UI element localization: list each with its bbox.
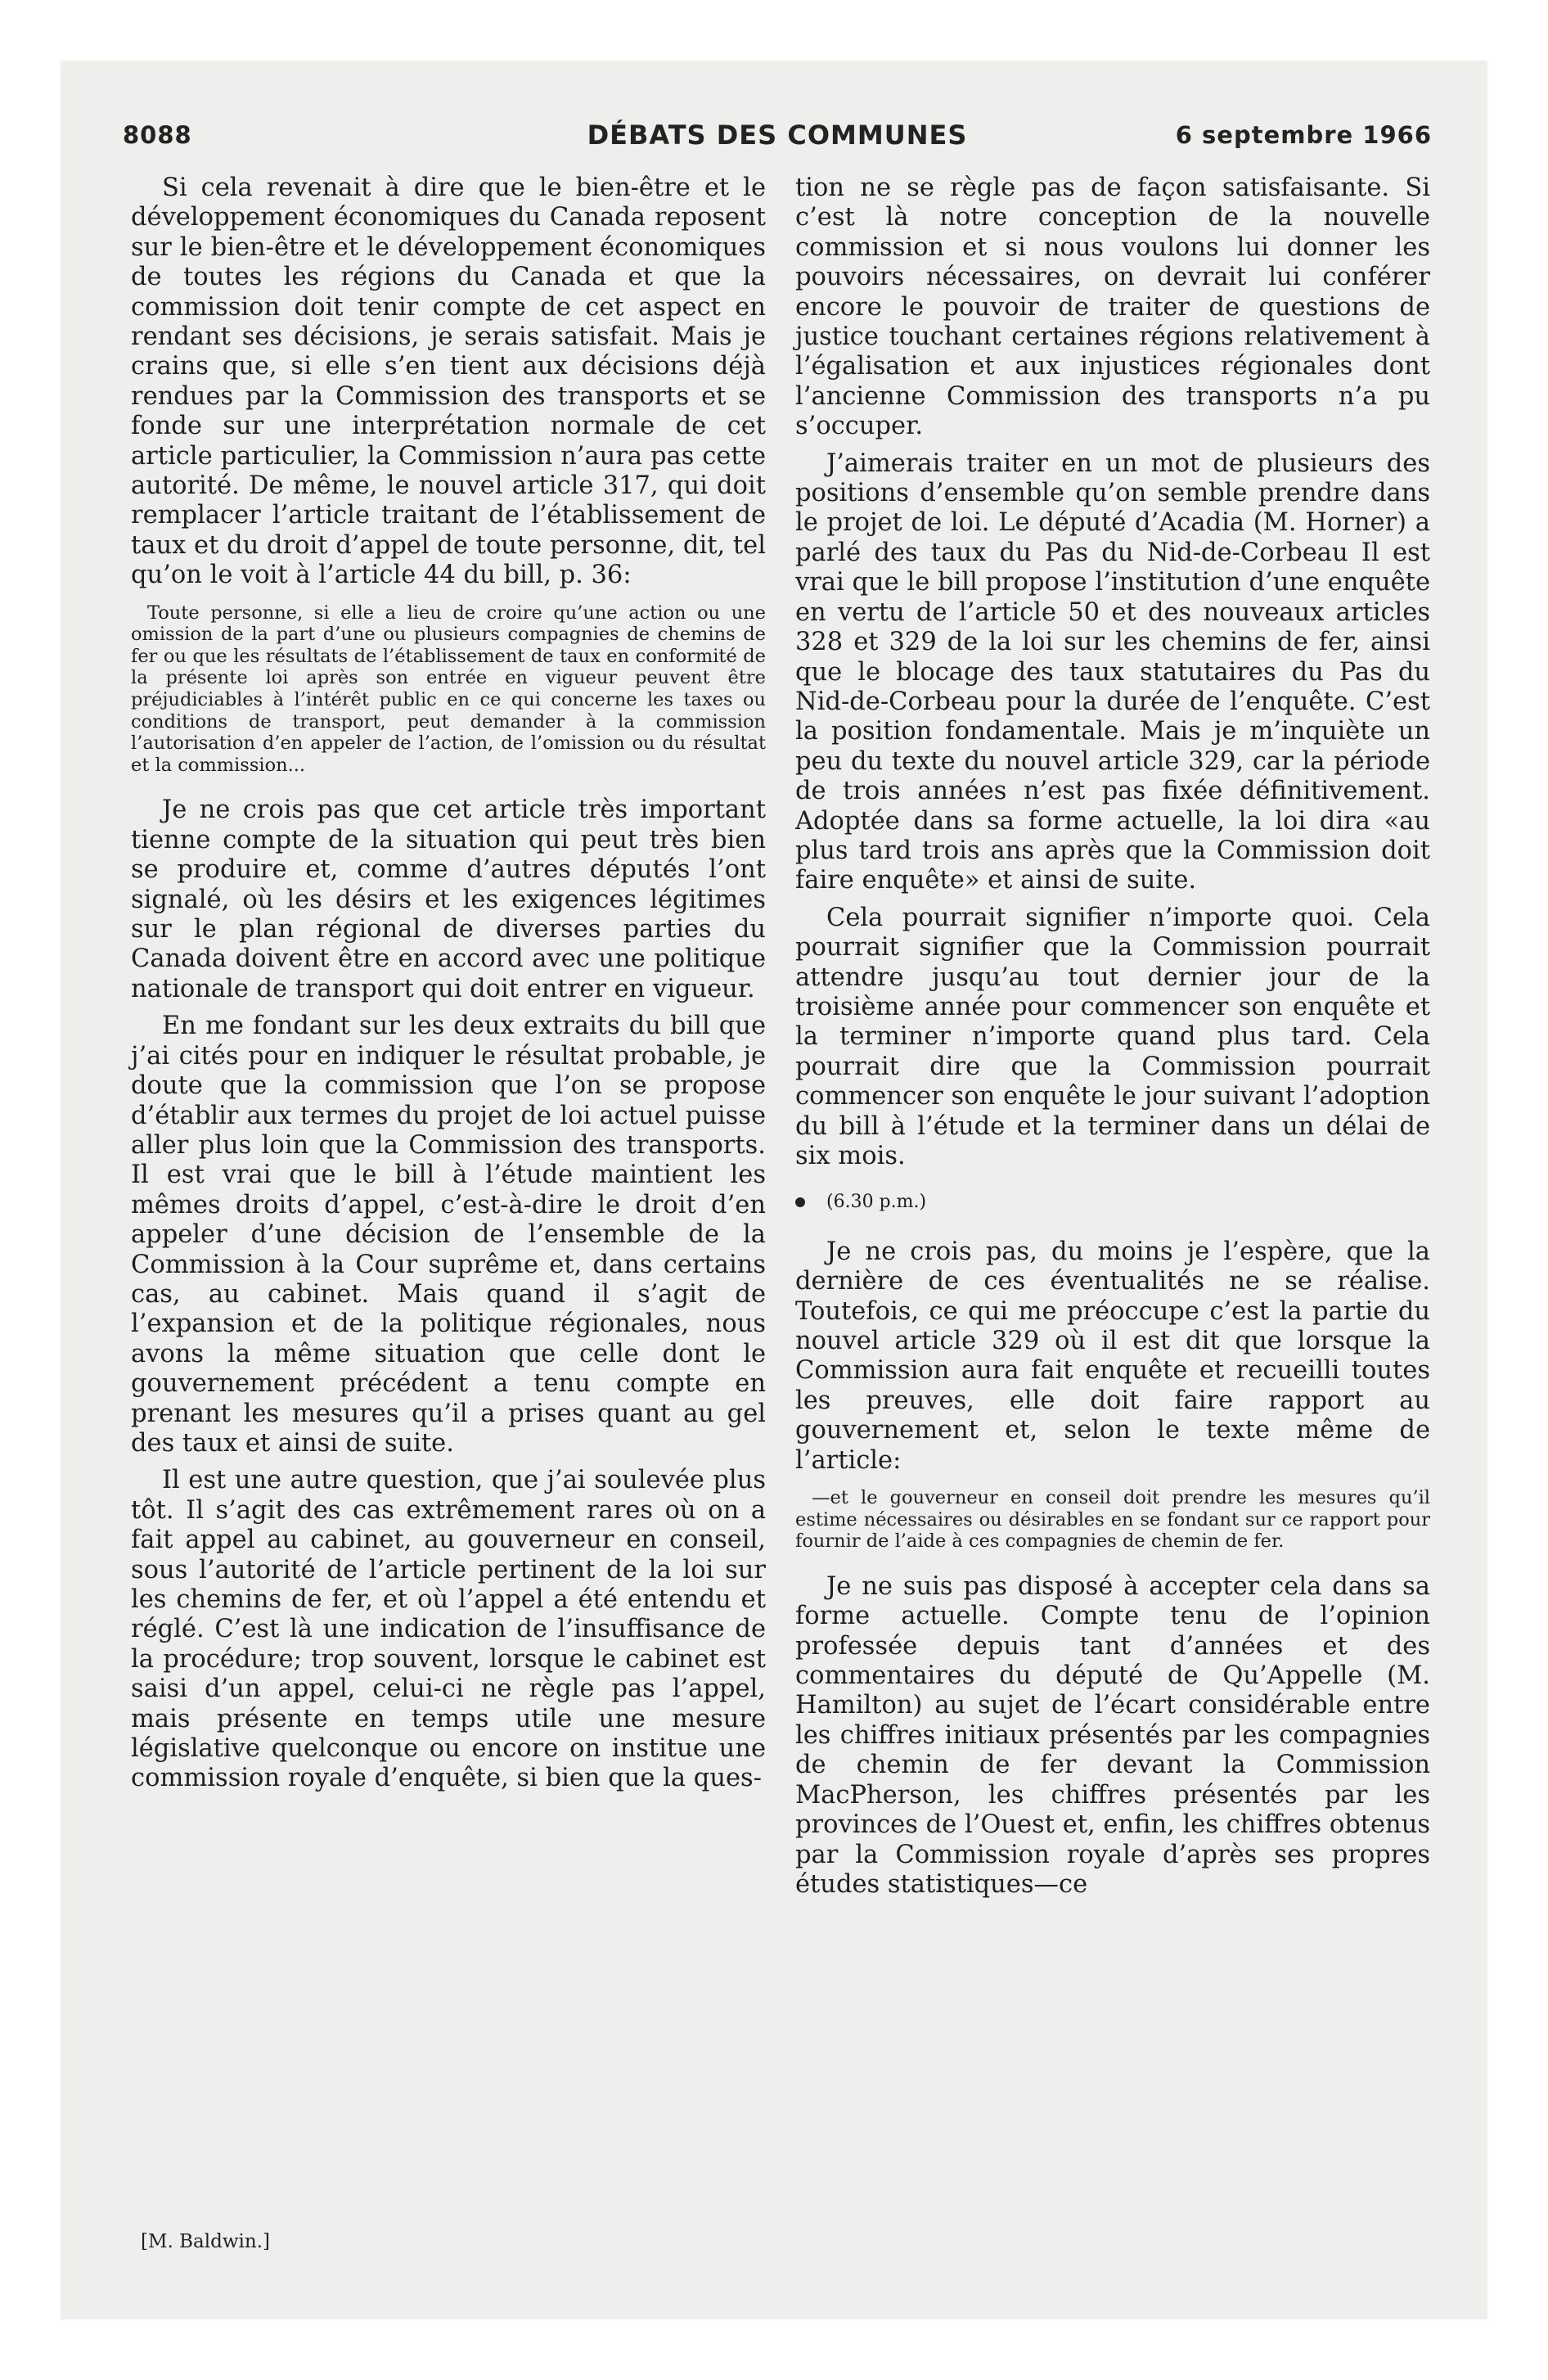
left-column [131, 174, 766, 1801]
page-number: 8088 [123, 121, 192, 149]
paragraph: Cela pourrait signifier n’importe quoi. Cela pourrait signifier que la Commission pourrait attendre jusqu’au tout dernier jour de la troisième année pour commencer son enquête et la terminer n’importe quand plus tard. Cela pourrait dire que la Commission pourrait commencer son enquête le jour suivant l’adoption du bill à l’étude et la terminer dans un délai de six mois. [795, 903, 1430, 1170]
block-quote: —et le gouverneur en conseil doit prendre les mesures qu’il estime nécessaires ou désirables en se fondant sur ce rapport pour fournir de l’aide à ces compagnies de chemin de fer. [795, 1487, 1430, 1553]
paragraph: Je ne suis pas disposé à accepter cela dans sa forme actuelle. Compte tenu de l’opinion professée depuis tant d’années et des commentaires du député de Qu’Appelle (M. Hamilton) au sujet de l’écart considérable entre les chiffres initiaux présentés par les compagnies de chemin de fer devant la Commission MacPherson, les chiffres présentés par les provinces de l’Ouest et, enfin, les chiffres obtenus par la Commission royale d’après ses propres études statistiques—ce [795, 1571, 1430, 1899]
block-quote: Toute personne, si elle a lieu de croire qu’une action ou une omission de la part d’une ou plusieurs compagnies de chemins de fer ou que les résultats de l’établissement de taux en conformité de la présente loi après son entrée en vigueur peuvent être préjudiciables à l’intérêt public en ce qui concerne les taxes ou conditions de transport, peut demander à la commission l’autorisation d’en appeler de l’action, de l’omission ou du résultat et la commission... [131, 602, 766, 776]
paragraph: Je ne crois pas, du moins je l’espère, que la dernière de ces éventualités ne se réalise. Toutefois, ce qui me préoccupe c’est la partie du nouvel article 329 où il est dit que lorsque la Commission aura fait enquête et recueilli toutes les preuves, elle doit faire rapport au gouvernement et, selon le texte même de l’article: [795, 1237, 1430, 1475]
paragraph: Si cela revenait à dire que le bien-être et le développement économiques du Canada reposent sur le bien-être et le développement économiques de toutes les régions du Canada et que la commission doit tenir compte de cet aspect en rendant ses décisions, je serais satisfait. Mais je crains que, si elle s’en tient aux décisions déjà rendues par la Commission des transports et se fonde sur une interprétation normale de cet article particulier, la Commission n’aura pas cette autorité. De même, le nouvel article 317, qui doit remplacer l’article traitant de l’établissement de taux et du droit d’appel de toute personne, dit, tel qu’on le voit à l’article 44 du bill, p. 36: [131, 174, 766, 590]
paragraph: J’aimerais traiter en un mot de plusieurs des positions d’ensemble qu’on semble prendre dans le projet de loi. Le député d’Acadia (M. Horner) a parlé des taux du Pas du Nid-de-Corbeau Il est vrai que le bill propose l’institution d’une enquête en vertu de l’article 50 et des nouveaux articles 328 et 329 de la loi sur les chemins de fer, ainsi que le blocage des taux statutaires du Pas du Nid-de-Corbeau pour la durée de l’enquête. C’est la position fondamentale. Mais je m’inquiète un peu du texte du nouvel article 329, car la période de trois années n’est pas fixée définitivement. Adoptée dans sa forme actuelle, la loi dira «au plus tard trois ans après que la Commission doit faire enquête» et ainsi de suite. [795, 449, 1430, 895]
paragraph: En me fondant sur les deux extraits du bill que j’ai cités pour en indiquer le résultat probable, je doute que la commission que l’on se propose d’établir aux termes du projet de loi actuel puisse aller plus loin que la Commission des transports. Il est vrai que le bill à l’étude maintient les mêmes droits d’appel, c’est-à-dire le droit d’en appeler d’une décision de l’ensemble de la Commission à la Cour suprême et, dans certains cas, au cabinet. Mais quand il s’agit de l’expansion et de la politique régionales, nous avons la même situation que celle dont le gouvernement précédent a tenu compte en prenant les mesures qu’il a prises quant au gel des taux et ainsi de suite. [131, 1012, 766, 1458]
page-scan [61, 61, 1487, 2319]
time-stamp [795, 1188, 1430, 1217]
page-date: 6 septembre 1966 [1175, 121, 1432, 149]
bullet-icon [795, 1197, 805, 1207]
page-header [123, 106, 1432, 156]
paragraph: Je ne crois pas que cet article très important tienne compte de la situation qui peut très bien se produire et, comme d’autres députés l’ont signalé, où les désirs et les exigences légitimes sur le plan régional de diverses parties du Canada doivent être en accord avec une politique nationale de transport qui doit entrer en vigueur. [131, 796, 766, 1003]
page-title: DÉBATS DES COMMUNES [587, 119, 968, 151]
right-column [795, 174, 1430, 1907]
time-text: (6.30 p.m.) [826, 1192, 927, 1213]
paragraph: Il est une autre question, que j’ai soulevée plus tôt. Il s’agit des cas extrêmement rares où on a fait appel au cabinet, au gouverneur en conseil, sous l’autorité de l’article pertinent de la loi sur les chemins de fer, et où l’appel a été entendu et réglé. C’est là une indication de l’insuffisance de la procédure; trop souvent, lorsque le cabinet est saisi d’un appel, celui-ci ne règle pas l’appel, mais présente en temps utile une mesure législative quelconque ou encore on institue une commission royale d’enquête, si bien que la ques- [131, 1466, 766, 1793]
speaker-footer: [M. Baldwin.] [141, 2231, 270, 2252]
paragraph: tion ne se règle pas de façon satisfaisante. Si c’est là notre conception de la nouvelle commission et si nous voulons lui donner les pouvoirs nécessaires, on devrait lui conférer encore le pouvoir de traiter de questions de justice touchant certaines régions relativement à l’égalisation et aux injustices régionales dont l’ancienne Commission des transports n’a pu s’occuper. [795, 174, 1430, 441]
